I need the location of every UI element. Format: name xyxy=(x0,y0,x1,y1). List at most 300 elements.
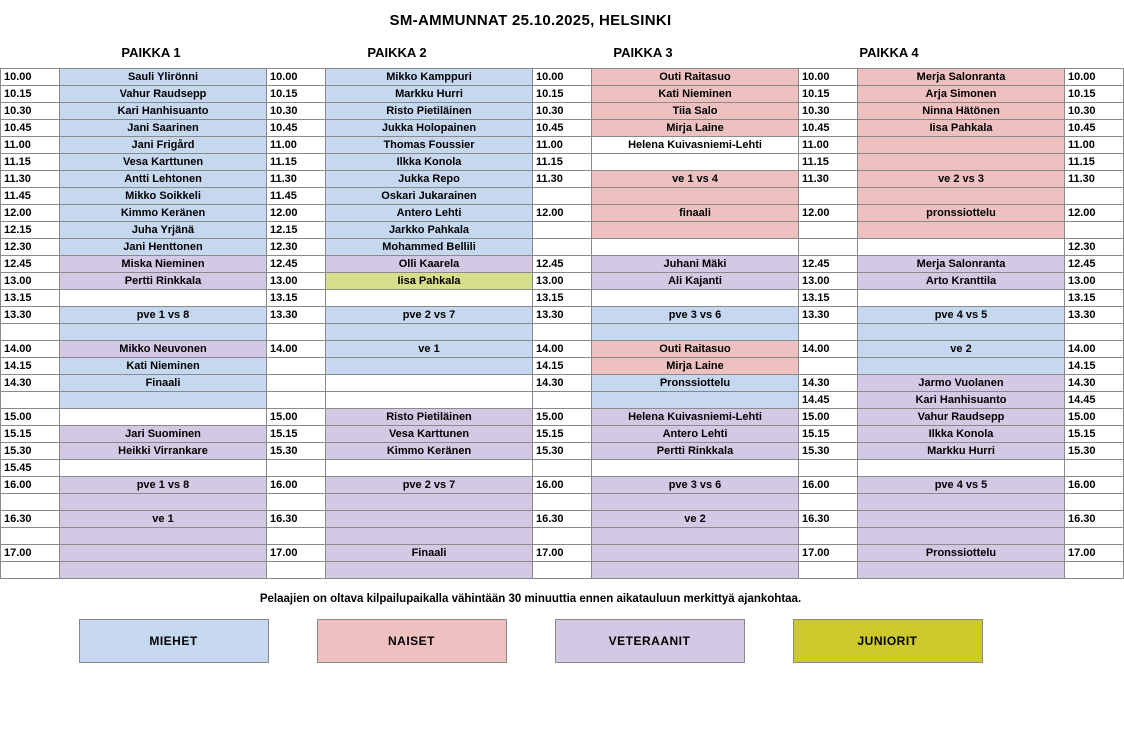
time-cell-3: 12.45 xyxy=(533,256,592,273)
time-cell-1: 11.00 xyxy=(1,137,60,154)
name-cell-4: Merja Salonranta xyxy=(858,256,1065,273)
time-cell-2: 11.45 xyxy=(267,188,326,205)
name-cell-2: Ilkka Konola xyxy=(326,154,533,171)
time-cell-3: 10.30 xyxy=(533,103,592,120)
time-cell-4: 11.15 xyxy=(799,154,858,171)
table-row xyxy=(1,341,1124,358)
time-cell-4: 16.30 xyxy=(799,511,858,528)
time-cell-5: 14.30 xyxy=(1065,375,1124,392)
time-cell-1: 12.30 xyxy=(1,239,60,256)
name-cell-4: ve 2 xyxy=(858,341,1065,358)
column-header-paikka-2: PAIKKA 2 xyxy=(367,45,427,60)
name-cell-2 xyxy=(326,375,533,392)
name-cell-2 xyxy=(326,290,533,307)
time-cell-4: 14.00 xyxy=(799,341,858,358)
table-row xyxy=(1,562,1124,579)
name-cell-4 xyxy=(858,188,1065,205)
name-cell-3: Kati Nieminen xyxy=(592,86,799,103)
time-cell-1: 11.45 xyxy=(1,188,60,205)
time-cell-4: 11.00 xyxy=(799,137,858,154)
table-row xyxy=(1,477,1124,494)
name-cell-2: Olli Kaarela xyxy=(326,256,533,273)
name-cell-4 xyxy=(858,137,1065,154)
table-row xyxy=(1,358,1124,375)
name-cell-4 xyxy=(858,562,1065,579)
table-row xyxy=(1,494,1124,511)
name-cell-2 xyxy=(326,528,533,545)
name-cell-1 xyxy=(60,392,267,409)
name-cell-2: Kimmo Keränen xyxy=(326,443,533,460)
time-cell-5: 11.30 xyxy=(1065,171,1124,188)
name-cell-4 xyxy=(858,222,1065,239)
name-cell-4: Ninna Hätönen xyxy=(858,103,1065,120)
name-cell-4: Jarmo Vuolanen xyxy=(858,375,1065,392)
name-cell-2 xyxy=(326,324,533,341)
table-row xyxy=(1,392,1124,409)
time-cell-4: 12.45 xyxy=(799,256,858,273)
time-cell-5: 10.45 xyxy=(1065,120,1124,137)
table-row xyxy=(1,511,1124,528)
name-cell-4: Kari Hanhisuanto xyxy=(858,392,1065,409)
name-cell-4: Pronssiottelu xyxy=(858,545,1065,562)
time-cell-2: 10.15 xyxy=(267,86,326,103)
time-cell-4 xyxy=(799,324,858,341)
name-cell-4 xyxy=(858,290,1065,307)
time-cell-5 xyxy=(1065,460,1124,477)
time-cell-4 xyxy=(799,528,858,545)
name-cell-3: Helena Kuivasniemi-Lehti xyxy=(592,137,799,154)
time-cell-3: 16.00 xyxy=(533,477,592,494)
table-row xyxy=(1,120,1124,137)
time-cell-3: 16.30 xyxy=(533,511,592,528)
name-cell-3: Outi Raitasuo xyxy=(592,69,799,86)
legend-item-naiset: NAISET xyxy=(317,619,507,663)
time-cell-3: 15.15 xyxy=(533,426,592,443)
time-cell-1: 12.45 xyxy=(1,256,60,273)
time-cell-1: 16.00 xyxy=(1,477,60,494)
name-cell-3 xyxy=(592,545,799,562)
time-cell-5: 13.00 xyxy=(1065,273,1124,290)
time-cell-1 xyxy=(1,562,60,579)
name-cell-1 xyxy=(60,528,267,545)
name-cell-3: Pronssiottelu xyxy=(592,375,799,392)
time-cell-3 xyxy=(533,528,592,545)
time-cell-1: 12.15 xyxy=(1,222,60,239)
time-cell-1 xyxy=(1,324,60,341)
time-cell-2: 11.15 xyxy=(267,154,326,171)
time-cell-1: 10.45 xyxy=(1,120,60,137)
name-cell-3: pve 3 vs 6 xyxy=(592,477,799,494)
name-cell-1: Pertti Rinkkala xyxy=(60,273,267,290)
table-row xyxy=(1,443,1124,460)
time-cell-3 xyxy=(533,324,592,341)
name-cell-2: ve 1 xyxy=(326,341,533,358)
table-row xyxy=(1,154,1124,171)
time-cell-4: 16.00 xyxy=(799,477,858,494)
time-cell-1: 10.30 xyxy=(1,103,60,120)
time-cell-1: 10.00 xyxy=(1,69,60,86)
time-cell-1 xyxy=(1,392,60,409)
name-cell-1 xyxy=(60,460,267,477)
time-cell-4: 10.15 xyxy=(799,86,858,103)
name-cell-4 xyxy=(858,528,1065,545)
time-cell-1: 13.00 xyxy=(1,273,60,290)
name-cell-2: pve 2 vs 7 xyxy=(326,307,533,324)
time-cell-3: 11.00 xyxy=(533,137,592,154)
name-cell-1: Mikko Soikkeli xyxy=(60,188,267,205)
time-cell-5: 11.15 xyxy=(1065,154,1124,171)
name-cell-4 xyxy=(858,494,1065,511)
name-cell-4: Iisa Pahkala xyxy=(858,120,1065,137)
time-cell-2 xyxy=(267,392,326,409)
table-row xyxy=(1,171,1124,188)
name-cell-2: Thomas Foussier xyxy=(326,137,533,154)
name-cell-1 xyxy=(60,494,267,511)
name-cell-2: Mohammed Bellili xyxy=(326,239,533,256)
time-cell-2 xyxy=(267,375,326,392)
name-cell-4 xyxy=(858,460,1065,477)
time-cell-5 xyxy=(1065,494,1124,511)
footer-note: Pelaajien on oltava kilpailupaikalla vähintään 30 minuuttia ennen aikatauluun merkittyä ajankohtaa. xyxy=(259,593,802,605)
name-cell-1: Antti Lehtonen xyxy=(60,171,267,188)
name-cell-2 xyxy=(326,562,533,579)
time-cell-3: 10.00 xyxy=(533,69,592,86)
name-cell-1: Jani Frigård xyxy=(60,137,267,154)
name-cell-3: Antero Lehti xyxy=(592,426,799,443)
time-cell-2: 14.00 xyxy=(267,341,326,358)
name-cell-3 xyxy=(592,494,799,511)
time-cell-5 xyxy=(1065,562,1124,579)
time-cell-5: 14.15 xyxy=(1065,358,1124,375)
name-cell-3: Helena Kuivasniemi-Lehti xyxy=(592,409,799,426)
name-cell-1 xyxy=(60,324,267,341)
name-cell-1: Vesa Karttunen xyxy=(60,154,267,171)
name-cell-4: pve 4 vs 5 xyxy=(858,307,1065,324)
time-cell-5 xyxy=(1065,222,1124,239)
name-cell-2: Finaali xyxy=(326,545,533,562)
name-cell-3 xyxy=(592,154,799,171)
name-cell-1: Finaali xyxy=(60,375,267,392)
time-cell-2: 10.30 xyxy=(267,103,326,120)
time-cell-2 xyxy=(267,324,326,341)
time-cell-2: 12.00 xyxy=(267,205,326,222)
time-cell-1: 14.15 xyxy=(1,358,60,375)
table-row xyxy=(1,528,1124,545)
time-cell-2 xyxy=(267,528,326,545)
name-cell-1: Kari Hanhisuanto xyxy=(60,103,267,120)
time-cell-2: 13.30 xyxy=(267,307,326,324)
table-row xyxy=(1,460,1124,477)
name-cell-2 xyxy=(326,392,533,409)
time-cell-4 xyxy=(799,460,858,477)
name-cell-1 xyxy=(60,545,267,562)
time-cell-2: 16.30 xyxy=(267,511,326,528)
time-cell-5 xyxy=(1065,188,1124,205)
name-cell-1 xyxy=(60,562,267,579)
table-row xyxy=(1,188,1124,205)
time-cell-1: 10.15 xyxy=(1,86,60,103)
name-cell-3 xyxy=(592,392,799,409)
name-cell-1: Kati Nieminen xyxy=(60,358,267,375)
name-cell-1: ve 1 xyxy=(60,511,267,528)
name-cell-2: Iisa Pahkala xyxy=(326,273,533,290)
time-cell-1: 12.00 xyxy=(1,205,60,222)
name-cell-3 xyxy=(592,324,799,341)
time-cell-3: 13.00 xyxy=(533,273,592,290)
name-cell-1: Vahur Raudsepp xyxy=(60,86,267,103)
table-row xyxy=(1,426,1124,443)
time-cell-5: 11.00 xyxy=(1065,137,1124,154)
table-row xyxy=(1,239,1124,256)
time-cell-5: 14.45 xyxy=(1065,392,1124,409)
time-cell-4: 12.00 xyxy=(799,205,858,222)
time-cell-1: 15.45 xyxy=(1,460,60,477)
name-cell-3 xyxy=(592,290,799,307)
name-cell-4: Merja Salonranta xyxy=(858,69,1065,86)
time-cell-4 xyxy=(799,239,858,256)
name-cell-4: Markku Hurri xyxy=(858,443,1065,460)
name-cell-4 xyxy=(858,154,1065,171)
table-row xyxy=(1,222,1124,239)
name-cell-4: ve 2 vs 3 xyxy=(858,171,1065,188)
legend-item-juniorit: JUNIORIT xyxy=(793,619,983,663)
name-cell-1: Juha Yrjänä xyxy=(60,222,267,239)
name-cell-4: pve 4 vs 5 xyxy=(858,477,1065,494)
column-headers xyxy=(0,45,1061,60)
table-row xyxy=(1,69,1124,86)
name-cell-4: Vahur Raudsepp xyxy=(858,409,1065,426)
name-cell-1: Mikko Neuvonen xyxy=(60,341,267,358)
time-cell-4: 15.15 xyxy=(799,426,858,443)
time-cell-2: 15.15 xyxy=(267,426,326,443)
name-cell-1: Heikki Virrankare xyxy=(60,443,267,460)
time-cell-5: 15.30 xyxy=(1065,443,1124,460)
name-cell-4 xyxy=(858,358,1065,375)
name-cell-3 xyxy=(592,528,799,545)
table-row xyxy=(1,545,1124,562)
name-cell-1: Sauli Ylirönni xyxy=(60,69,267,86)
time-cell-3 xyxy=(533,494,592,511)
name-cell-2: Vesa Karttunen xyxy=(326,426,533,443)
time-cell-4: 13.00 xyxy=(799,273,858,290)
name-cell-3: Pertti Rinkkala xyxy=(592,443,799,460)
name-cell-4: Ilkka Konola xyxy=(858,426,1065,443)
name-cell-3: ve 1 vs 4 xyxy=(592,171,799,188)
table-row xyxy=(1,103,1124,120)
time-cell-5: 16.00 xyxy=(1065,477,1124,494)
time-cell-2 xyxy=(267,460,326,477)
time-cell-5: 12.00 xyxy=(1065,205,1124,222)
time-cell-5 xyxy=(1065,324,1124,341)
time-cell-2: 10.00 xyxy=(267,69,326,86)
name-cell-3: Tiia Salo xyxy=(592,103,799,120)
name-cell-2: Mikko Kamppuri xyxy=(326,69,533,86)
name-cell-3: ve 2 xyxy=(592,511,799,528)
time-cell-5: 12.45 xyxy=(1065,256,1124,273)
name-cell-3 xyxy=(592,460,799,477)
time-cell-4: 15.30 xyxy=(799,443,858,460)
time-cell-3 xyxy=(533,460,592,477)
time-cell-2: 12.45 xyxy=(267,256,326,273)
name-cell-1: pve 1 vs 8 xyxy=(60,307,267,324)
time-cell-4: 17.00 xyxy=(799,545,858,562)
name-cell-2: Risto Pietiläinen xyxy=(326,103,533,120)
time-cell-5: 15.00 xyxy=(1065,409,1124,426)
time-cell-1: 14.00 xyxy=(1,341,60,358)
name-cell-3 xyxy=(592,222,799,239)
time-cell-5: 10.15 xyxy=(1065,86,1124,103)
name-cell-4: Arto Kranttila xyxy=(858,273,1065,290)
table-row xyxy=(1,86,1124,103)
time-cell-3: 11.15 xyxy=(533,154,592,171)
name-cell-2 xyxy=(326,494,533,511)
time-cell-3: 14.00 xyxy=(533,341,592,358)
table-row xyxy=(1,375,1124,392)
name-cell-2 xyxy=(326,511,533,528)
name-cell-2 xyxy=(326,460,533,477)
name-cell-2 xyxy=(326,358,533,375)
time-cell-5: 13.15 xyxy=(1065,290,1124,307)
name-cell-2: Oskari Jukarainen xyxy=(326,188,533,205)
time-cell-5: 16.30 xyxy=(1065,511,1124,528)
time-cell-4 xyxy=(799,188,858,205)
time-cell-1: 15.15 xyxy=(1,426,60,443)
time-cell-4: 14.45 xyxy=(799,392,858,409)
time-cell-3: 10.45 xyxy=(533,120,592,137)
table-row xyxy=(1,205,1124,222)
time-cell-2: 12.30 xyxy=(267,239,326,256)
time-cell-5: 15.15 xyxy=(1065,426,1124,443)
name-cell-1: Jari Suominen xyxy=(60,426,267,443)
table-row xyxy=(1,307,1124,324)
table-row xyxy=(1,324,1124,341)
time-cell-2 xyxy=(267,358,326,375)
name-cell-2: Markku Hurri xyxy=(326,86,533,103)
table-row xyxy=(1,290,1124,307)
time-cell-2: 12.15 xyxy=(267,222,326,239)
name-cell-1: Kimmo Keränen xyxy=(60,205,267,222)
table-row xyxy=(1,273,1124,290)
name-cell-4 xyxy=(858,324,1065,341)
time-cell-3: 17.00 xyxy=(533,545,592,562)
time-cell-3: 15.30 xyxy=(533,443,592,460)
time-cell-2: 10.45 xyxy=(267,120,326,137)
name-cell-1: Jani Saarinen xyxy=(60,120,267,137)
time-cell-4: 11.30 xyxy=(799,171,858,188)
table-row xyxy=(1,137,1124,154)
column-header-paikka-1: PAIKKA 1 xyxy=(121,45,181,60)
legend xyxy=(0,619,1061,663)
name-cell-3: Mirja Laine xyxy=(592,120,799,137)
column-header-paikka-3: PAIKKA 3 xyxy=(613,45,673,60)
time-cell-5: 12.30 xyxy=(1065,239,1124,256)
time-cell-4: 13.15 xyxy=(799,290,858,307)
time-cell-1: 11.15 xyxy=(1,154,60,171)
time-cell-5: 10.00 xyxy=(1065,69,1124,86)
name-cell-3: Outi Raitasuo xyxy=(592,341,799,358)
name-cell-1 xyxy=(60,290,267,307)
time-cell-5: 10.30 xyxy=(1065,103,1124,120)
time-cell-3: 15.00 xyxy=(533,409,592,426)
legend-item-veteraanit: VETERAANIT xyxy=(555,619,745,663)
time-cell-3: 11.30 xyxy=(533,171,592,188)
name-cell-3 xyxy=(592,562,799,579)
time-cell-2: 17.00 xyxy=(267,545,326,562)
time-cell-3 xyxy=(533,562,592,579)
name-cell-2: Jukka Holopainen xyxy=(326,120,533,137)
time-cell-2: 11.00 xyxy=(267,137,326,154)
time-cell-5 xyxy=(1065,528,1124,545)
legend-item-miehet: MIEHET xyxy=(79,619,269,663)
name-cell-3 xyxy=(592,188,799,205)
time-cell-4: 10.00 xyxy=(799,69,858,86)
time-cell-1 xyxy=(1,528,60,545)
time-cell-1 xyxy=(1,494,60,511)
name-cell-1 xyxy=(60,409,267,426)
name-cell-3: Mirja Laine xyxy=(592,358,799,375)
time-cell-1: 14.30 xyxy=(1,375,60,392)
column-header-paikka-4: PAIKKA 4 xyxy=(859,45,919,60)
time-cell-5: 14.00 xyxy=(1065,341,1124,358)
table-row xyxy=(1,256,1124,273)
time-cell-3: 13.30 xyxy=(533,307,592,324)
time-cell-4: 10.30 xyxy=(799,103,858,120)
time-cell-3 xyxy=(533,392,592,409)
time-cell-3: 12.00 xyxy=(533,205,592,222)
time-cell-2: 15.00 xyxy=(267,409,326,426)
name-cell-3 xyxy=(592,239,799,256)
time-cell-3 xyxy=(533,188,592,205)
time-cell-2: 16.00 xyxy=(267,477,326,494)
time-cell-1: 11.30 xyxy=(1,171,60,188)
time-cell-1: 15.00 xyxy=(1,409,60,426)
time-cell-4: 13.30 xyxy=(799,307,858,324)
name-cell-1: pve 1 vs 8 xyxy=(60,477,267,494)
time-cell-1: 13.15 xyxy=(1,290,60,307)
name-cell-2: Jarkko Pahkala xyxy=(326,222,533,239)
time-cell-4: 10.45 xyxy=(799,120,858,137)
time-cell-3 xyxy=(533,222,592,239)
time-cell-1: 16.30 xyxy=(1,511,60,528)
name-cell-4 xyxy=(858,239,1065,256)
time-cell-1: 15.30 xyxy=(1,443,60,460)
name-cell-2: Risto Pietiläinen xyxy=(326,409,533,426)
time-cell-3: 14.30 xyxy=(533,375,592,392)
time-cell-4 xyxy=(799,358,858,375)
time-cell-3: 13.15 xyxy=(533,290,592,307)
name-cell-4: Arja Simonen xyxy=(858,86,1065,103)
table-row xyxy=(1,409,1124,426)
name-cell-1: Jani Henttonen xyxy=(60,239,267,256)
name-cell-2: Jukka Repo xyxy=(326,171,533,188)
time-cell-4: 14.30 xyxy=(799,375,858,392)
schedule-table xyxy=(0,68,1124,579)
time-cell-2 xyxy=(267,494,326,511)
time-cell-4 xyxy=(799,494,858,511)
time-cell-3: 10.15 xyxy=(533,86,592,103)
time-cell-1: 13.30 xyxy=(1,307,60,324)
time-cell-5: 17.00 xyxy=(1065,545,1124,562)
time-cell-1: 17.00 xyxy=(1,545,60,562)
name-cell-3: finaali xyxy=(592,205,799,222)
name-cell-2: pve 2 vs 7 xyxy=(326,477,533,494)
time-cell-2: 15.30 xyxy=(267,443,326,460)
time-cell-4: 15.00 xyxy=(799,409,858,426)
time-cell-5: 13.30 xyxy=(1065,307,1124,324)
name-cell-4 xyxy=(858,511,1065,528)
name-cell-1: Miska Nieminen xyxy=(60,256,267,273)
name-cell-3: Ali Kajanti xyxy=(592,273,799,290)
